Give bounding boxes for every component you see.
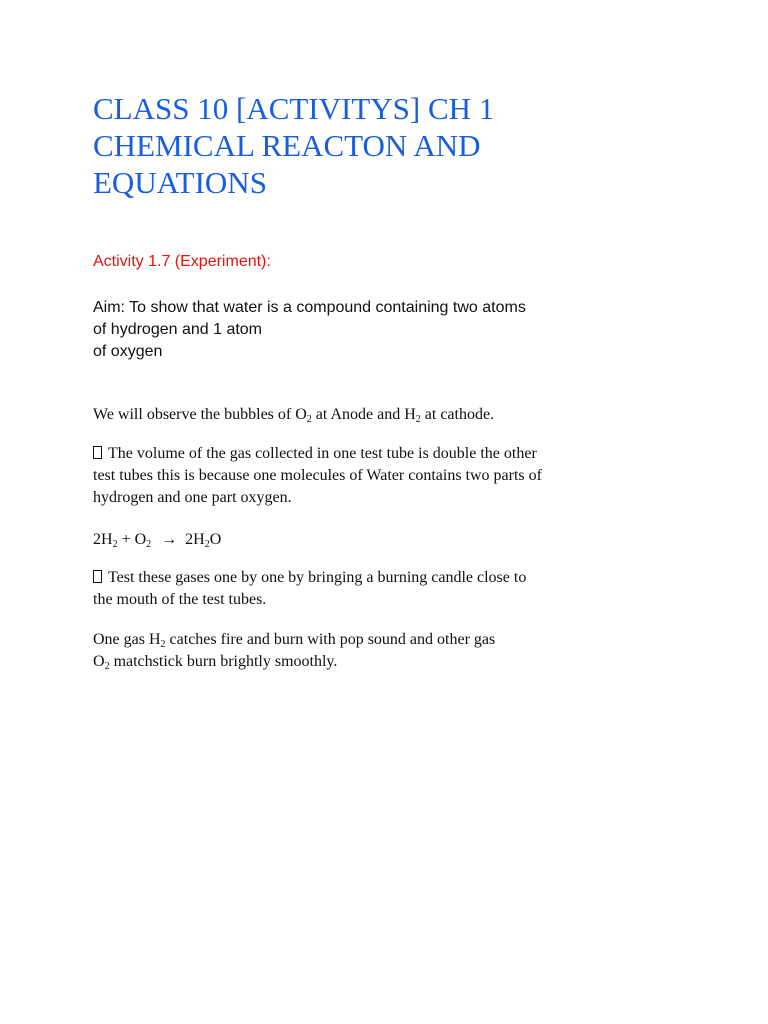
- result-line-2: $O_2$ matchstick burn brightly smoothly.: [93, 653, 338, 672]
- aim-paragraph: [93, 297, 713, 363]
- bullet-box-icon: [93, 446, 102, 459]
- activity-heading: Activity 1.7 (Experiment):: [93, 253, 271, 270]
- title-line-2: CHEMICAL REACTON AND: [93, 128, 481, 163]
- result-line-1: One gas $H_2$ catches fire and burn with pop sound and other gas: [93, 631, 496, 650]
- title-line-3: EQUATIONS: [93, 165, 267, 200]
- observation-paragraph: [93, 404, 713, 426]
- test-point-paragraph: [93, 567, 713, 611]
- aim-line-3: of oxygen: [93, 343, 163, 360]
- page-title: [93, 90, 713, 201]
- test-point-line-1: Test these gases one by one by bringing a burning candle close to: [93, 567, 713, 589]
- volume-point-line-3: hydrogen and one part oxygen.: [93, 489, 292, 506]
- aim-line-1: Aim: To show that water is a compound containing two atoms: [93, 299, 526, 316]
- volume-point-paragraph: [93, 443, 713, 509]
- chemical-equation: $2H_2 + O_2 \to 2H_2O$: [93, 531, 222, 550]
- title-line-1: CLASS 10 [ACTIVITYS] CH 1: [93, 91, 495, 126]
- observation-line: We will observe the bubbles of $O_2$ at Anode and $H_2$ at cathode.: [93, 406, 495, 425]
- volume-point-line-1: The volume of the gas collected in one test tube is double the other: [93, 443, 713, 465]
- result-paragraph: [93, 629, 713, 673]
- bullet-box-icon: [93, 570, 102, 583]
- volume-point-line-2: test tubes this is because one molecules of Water contains two parts of: [93, 467, 542, 484]
- test-point-line-2: the mouth of the test tubes.: [93, 591, 267, 608]
- aim-line-2: of hydrogen and 1 atom: [93, 321, 263, 338]
- arrow-icon: →: [161, 531, 178, 548]
